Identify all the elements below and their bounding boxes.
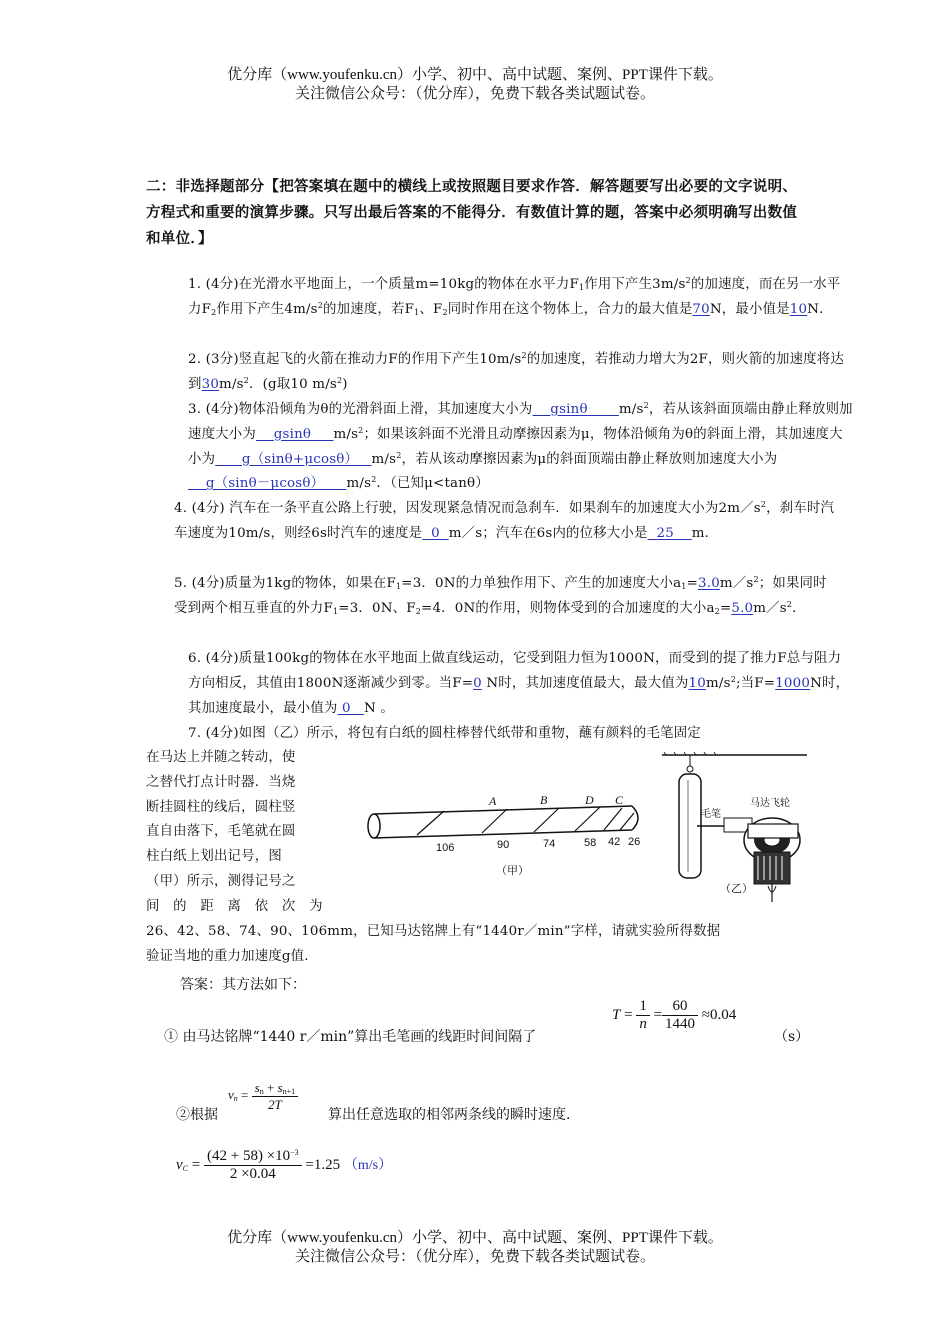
eq3-result: =1.25 [305,1156,341,1173]
q3-answer-4: g（sinθ－μcosθ） [188,476,347,492]
question-7-tail [146,920,811,970]
eq2-num-sub2: n+1 [282,1087,296,1096]
q3-text: m/s [346,476,372,492]
distance-label: 58 [584,837,597,849]
q4-answer-speed: 0 [422,525,449,541]
point-label-b: B [540,793,548,807]
q1-text: 作用下产生4m/s [216,301,318,317]
eq2-num: s [254,1080,260,1095]
q1-text: 、F [419,301,443,317]
q4-text: 4. (4分) 汽车在一条平直公路上行驶，因发现紧急情况而急刹车．如果刹车的加速度大小为2m／s [174,501,761,516]
question-3: 3. (4分)物体沿倾角为θ的光滑斜面上滑，其加速度大小为 gsinθ $m/s^2$，若从该斜面顶端由静止释放则加速度大小为 gsinθ $m/s^2$；如果该斜面不光滑且动摩擦因素为μ，物体沿倾角为θ的斜面上滑，其加速度大小为 g（sinθ+μcosθ） $m/s^2$，若从该动摩擦因素为μ的斜面顶端由静止释放则加速度大小为 g（sinθ－μcosθ） $m/s^2$．（已知μ<tanθ） [188,401,853,492]
figure-yi-label: （乙） [720,882,753,895]
eq1-lhs: T [612,1006,621,1023]
q1-answer-max: 70 [692,301,710,317]
q1-text: 的加速度，而在另一水平力F [188,277,841,317]
eq3-num-exp: −3 [290,1148,299,1157]
question-1: 1. (4分)在光滑水平地面上，一个质量m=10kg的物体在水平力$F_1$作用下产生$3m/s^2$的加速度，而在另一水平力$F_2$作用下产生$4m/s^2$的加速度，若$F_1$、$F_2$同时作用在这个物体上，合力的最大值是70N，最小值是10N． [188,276,841,317]
q3-text: m/s [333,426,359,442]
q5-text: = [686,576,699,591]
label-pen: 毛笔 [701,809,721,820]
distance-label: 106 [436,842,455,854]
q7-line: 直自由落下，毛笔就在圆 [146,824,296,840]
q2-text: m/s [219,376,244,392]
q1-text: N，最小值是 [709,301,790,317]
header-line-2: 关注微信公众号：（优分库），免费下载各类试题试卷。 [294,86,655,102]
eq1-frac2-num: 60 [662,998,698,1016]
equation-vc: $v_C$ = $\frac{(42 + 58) \times 10^{-3}}{2 \times 0.04}$ =1.25 （m/s） [176,1148,393,1182]
q1-text: 的加速度，若F [323,301,415,317]
q6-text: m/s [706,675,731,691]
q5-answer-a2: 5.0 [731,600,754,616]
eq2-num2: s [277,1080,283,1095]
question-7-column [146,746,351,920]
eq2-lhs-sub: n [233,1094,238,1104]
q7-line: 之替代打点计时器．当烧 [146,774,296,790]
equation-velocity: $v_n$ = $\frac{s_n + s_{n+1}}{2T}$ [228,1080,298,1113]
point-label-d: D [585,793,594,807]
q3-text: m/s [618,402,644,417]
q5-text: = [719,600,732,616]
q7-tail-line: 验证当地的重力加速度g值． [146,948,318,964]
q6-text: N时，其加速度最小，最小值为 [188,675,850,716]
eq2-plus: + [266,1080,275,1095]
distance-label: 90 [497,839,510,851]
q5-text: =4．0N的作用，则物体受到的合加速度的大小a [421,600,715,616]
header-line-1: 优分库（www.youfenku.cn）小学、初中、高中试题、案例、PPT课件下载。 [227,67,723,83]
eq2-num-sub: n [259,1087,264,1096]
q5-text: ；如果同时受到两个相互垂直的外力F [174,576,827,616]
q5-text: ． [792,600,806,616]
footer-line-1: 优分库（www.youfenku.cn）小学、初中、高中试题、案例、PPT课件下载。 [227,1230,723,1246]
q3-text: ，若从该斜面顶端由静止释放则加速度大小为 [188,402,853,442]
q2-text: ) [342,376,348,392]
eq3-unit: （m/s） [343,1157,393,1173]
q5-text: =3．0N、F [338,600,416,616]
q3-answer-1: gsinθ [532,402,619,417]
q5-text: m／s [753,600,787,616]
answer-step-1-unit: （s） [774,1029,810,1045]
q5-text: =3．0N的力单独作用下、产生的加速度大小a [401,576,682,591]
question-5: 5. (4分)质量为1kg的物体，如果在$F_1=3$．0N的力单独作用下、产生的加速度大小$a_1=3.0m/s^2$；如果同时受到两个相互垂直的外力$F_1=3$．0N、$F_2=4$．0N的作用，则物体受到的合加速度的大小$a_2=5.0m/s^2$． [174,575,827,616]
eq3-den: 2 ×0.04 [229,1166,276,1182]
q6-text: N 。 [364,700,395,716]
point-label-c: C [615,793,624,807]
point-label-a: A [489,794,497,808]
page-footer [0,1229,950,1267]
q3-text: 3. (4分)物体沿倾角为θ的光滑斜面上滑，其加速度大小为 [188,402,533,417]
question-7-intro: 7. (4分)如图（乙）所示，将包有白纸的圆柱棒替代纸带和重物，蘸有颜料的毛笔固定 [188,726,701,741]
q3-text: ，若从该动摩擦因素为μ的斜面顶端由静止释放则加速度大小为 [401,451,778,467]
eq1-result: ≈0.04 [701,1006,737,1023]
q6-text: ;当F= [735,675,776,691]
q7-line: （甲）所示，测得记号之 [146,873,296,889]
page-header [0,66,950,104]
eq3-lhs: v [176,1156,183,1173]
eq1-frac1-den: n [639,1016,647,1032]
q6-answer-2: 10 [688,675,706,691]
answer-title: 答案：其方法如下： [180,977,306,993]
q3-text: ；如果该斜面不光滑且动摩擦因素为μ，物体沿倾角为θ的斜面上滑，其加速度大小为 [188,426,843,467]
q3-text: ．（已知μ<tanθ） [376,476,489,492]
q5-text: m／s [719,576,754,591]
figure-yi [662,752,812,917]
q3-answer-2: gsinθ [255,426,334,442]
answer-step-2-post: 算出任意选取的相邻两条线的瞬时速度． [328,1107,580,1123]
q6-answer-1: 0 [473,675,482,691]
q6-answer-3: 1000 [775,675,811,691]
eq1-frac1-num: 1 [636,998,650,1016]
answer-step-2-pre: ②根据 [176,1107,218,1123]
eq3-lhs-sub: C [182,1163,189,1173]
q3-answer-3: g（sinθ+μcosθ） [215,451,372,467]
section-heading [146,174,808,252]
q1-text: 1. (4分)在光滑水平地面上，一个质量m=10kg的物体在水平力F [188,277,579,292]
eq2-den: 2T [268,1097,282,1112]
label-motor: 马达飞轮 [750,798,790,809]
section-title: 二：非选择题部分 [146,179,265,195]
distance-label: 74 [543,838,556,850]
q1-text: 作用下产生3m/s [584,277,686,292]
q4-text: m／s；汽车在6s内的位移大小是 [448,525,648,541]
q7-line: 断挂圆柱的线后，圆柱竖 [146,799,296,815]
q1-answer-min: 10 [789,301,808,317]
q7-line: 在马达上并随之转动，使 [146,750,296,765]
q2-text: 2. (3分)竖直起飞的火箭在推动力F的作用下产生10m/s [188,352,522,367]
answer-step-1: ① 由马达铭牌“1440 r／min”算出毛笔画的线距时间间隔了 [164,1029,537,1045]
figure-jia-label: （甲） [496,864,529,877]
q7-tail-line: 26、42、58、74、90、106mm，已知马达铭牌上有“1440r／min”字样，请就实验所得数据 [146,924,721,939]
q2-text: ．(g取10 m/s [249,376,337,392]
q7-line: 间 的 距 离 依 次 为 [146,898,323,914]
footer-line-2: 关注微信公众号：（优分库），免费下载各类试题试卷。 [294,1249,655,1265]
question-2: 2. (3分)竖直起飞的火箭在推动力F的作用下产生$10m/s^2$的加速度，若推动力增大为2F，则火箭的加速度将达到$30m/s^2$．(g取10 $m/s^2$) [188,351,844,392]
q7-line: 柱白纸上划出记号，图 [146,849,282,865]
distance-label: 26 [628,836,641,848]
q5-text: 5. (4分)质量为1kg的物体，如果在F [174,576,396,591]
q6-answer-4: 0 [337,700,365,716]
q1-text: N． [807,301,833,317]
equation-period: T = $\frac{1}{n}$ = $\frac{60}{1440}$ ≈0.04 [612,998,737,1032]
q3-text: m/s [371,451,397,467]
q2-answer: 30 [201,376,220,392]
question-4: 4. (4分) 汽车在一条平直公路上行驶，因发现紧急情况而急刹车．如果刹车的加速度大小为$2m/s^2$，刹车时汽车速度为10m/s，则经6s时汽车的速度是 0 m／s；汽车在6s内的位移大小是 25 m． [174,500,835,541]
q2-text: 的加速度，若推动力增大为2F，则火箭的加速度将达到 [188,352,844,392]
distance-label: 42 [608,836,621,848]
eq1-frac2-den: 1440 [665,1016,696,1032]
eq3-num: (42 + 58) ×10 [206,1148,291,1164]
q4-text: ，刹车时汽车速度为10m/s，则经6s时汽车的速度是 [174,501,835,541]
q6-text: N时，其加速度值最大，最大值为 [481,675,689,691]
q4-answer-displacement: 25 [647,525,692,541]
q5-answer-a1: 3.0 [698,576,720,591]
question-6: 6. (4分)质量100kg的物体在水平地面上做直线运动，它受到阻力恒为1000N，而受到的提了推力F总与阻力方向相反，其值由1800N逐渐减少到零。当F=0 N时，其加速度值最大，最大值为$10m/s^2$;当F=1000N时，其加速度最小，最小值为 0 N 。 [188,651,850,716]
figure-jia [362,780,652,890]
q6-text: 6. (4分)质量100kg的物体在水平地面上做直线运动，它受到阻力恒为1000N，而受到的提了推力F总与阻力方向相反，其值由1800N逐渐减少到零。当F= [188,651,842,691]
eq2-lhs: v [228,1087,234,1103]
q1-text: 同时作用在这个物体上，合力的最大值是 [447,301,693,317]
q4-text: m． [691,525,719,541]
section-instructions: 【把答案填在题中的横线上或按照题目要求作答．解答题要写出必要的文字说明、方程式和重要的演算步骤。只写出最后答案的不能得分．有数值计算的题，答案中必须明确写出数值和单位．】 [146,179,798,247]
